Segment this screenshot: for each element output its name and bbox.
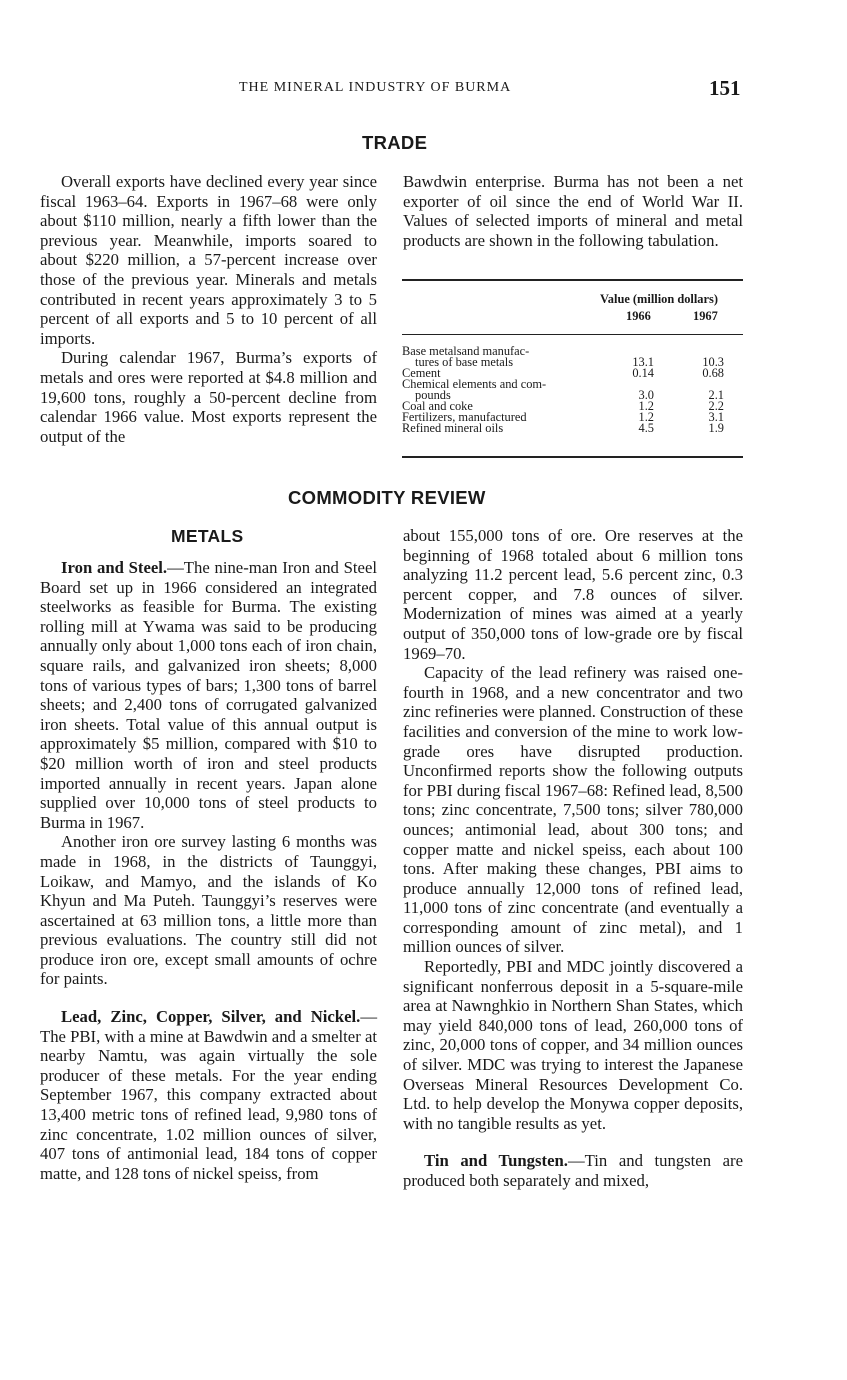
commodity-paragraph (403, 663, 743, 957)
paragraph-text: —The nine-man Iron and Steel Board set up in 1966 considered an integrated steelworks as feasible for Burma. The existing rolling mill at Ywama was said to be producing annually only about 1,000 tons each of iron chain, square rails, and galvanized iron sheets; 8,000 tons of various types of bars; 1,300 tons of barrel sheets; and 2,400 tons of corrugated galvanized iron sheets. Total value of this annual output is approximately $5 million, compared with $10 to $20 million worth of iron and steel products imported annually in recent years. Japan alone supplied over 10,000 tons of steel products to Burma in 1967. (40, 558, 377, 832)
commodity-paragraph (403, 526, 743, 663)
commodity-review-heading: COMMODITY REVIEW (288, 487, 486, 508)
paragraph-text: about 155,000 tons of ore. Ore reserves at the beginning of 1968 totaled about 6 million tons analyzing 11.2 percent lead, 5.6 percent zinc, 0.3 percent copper, and 7.8 ounces of silver. Modernization of mines was aimed at a yearly output of 350,000 tons of low-grade ore by fiscal 1969–70. (403, 526, 743, 663)
commodity-paragraph (40, 1007, 377, 1183)
paragraph-heading: Tin and Tungsten. (424, 1151, 568, 1171)
table-row-label: Base metalsand manufac- (402, 344, 530, 358)
paragraph-text: Another iron ore survey lasting 6 months was made in 1968, in the districts of Taunggyi, Loikaw, and Mamyo, and the islands of Ko Khyun and Ma Puteh. Taunggyi’s reserves were ascertained at 63 million tons, a little more than previous evaluations. The country still did not produce iron ore, except small amounts of ochre for paints. (40, 832, 377, 989)
table-cell-1967: 1.9 (708, 421, 724, 435)
table-cell-1967: 0.68 (702, 366, 724, 380)
table-value-header: Value (million dollars) (600, 292, 718, 306)
table-cell-1967: 2.2 (708, 399, 724, 413)
table-bottom-rule (402, 456, 743, 458)
table-row-label: Chemical elements and com- (402, 377, 547, 391)
table-cell-1966: 3.0 (638, 388, 654, 402)
table-row (402, 379, 743, 390)
table-cell-1966: 13.1 (632, 355, 654, 369)
trade-paragraph: Bawdwin enterprise. Burma has not been a net exporter of oil since the end of World War II. Values of selected imports of mineral and metal products are shown in the following tabulation. (403, 172, 743, 250)
table-row-label: tures of base metals (415, 355, 514, 369)
table-row-label: Coal and coke (402, 399, 473, 413)
paragraph-heading: Iron and Steel. (61, 558, 168, 577)
trade-left-column (40, 172, 377, 446)
table-header-rule (402, 334, 743, 335)
paragraph-heading: Lead, Zinc, Copper, Silver, and Nickel. (61, 1007, 361, 1027)
paragraph-text: —Tin and tungsten are produced both separately and mixed, (403, 1151, 744, 1190)
table-cell-1967: 2.1 (708, 388, 724, 402)
table-row-label: Cement (402, 366, 441, 380)
trade-paragraph: During calendar 1967, Burma’s exports of metals and ores were reported at $4.8 million and 19,600 tons, roughly a 50-percent decline from calendar 1966 value. Most exports represent the output of the (40, 348, 377, 446)
trade-heading: TRADE (362, 132, 428, 153)
table-row (402, 423, 743, 434)
commodity-left-column (40, 558, 377, 1183)
table-cell-1966: 0.14 (632, 366, 654, 380)
table-cell-1967: 10.3 (702, 355, 724, 369)
running-title: THE MINERAL INDUSTRY OF BURMA (239, 80, 512, 95)
table-year-1967: 1967 (693, 309, 718, 323)
table-cell-1966: 1.2 (638, 399, 654, 413)
table-row (402, 357, 743, 368)
table-row-label: pounds (415, 388, 451, 402)
table-row-label: Refined mineral oils (402, 421, 504, 435)
metals-heading: METALS (171, 526, 244, 546)
commodity-paragraph (40, 832, 377, 989)
paragraph-text: —The PBI, with a mine at Bawdwin and a smelter at nearby Namtu, was again virtually the sole producer of these metals. For the year ending September 1967, this company extracted about 13,400 metric tons of refined lead, 9,980 tons of zinc concentrate, 1.02 million ounces of silver, 407 tons of antimonial lead, 184 tons of copper matte, and 128 tons of nickel speiss, from (40, 1007, 377, 1183)
commodity-paragraph (40, 558, 377, 832)
commodity-paragraph (403, 957, 743, 1133)
commodity-paragraph (403, 1151, 743, 1190)
trade-right-column (403, 172, 743, 250)
table-row-label: Fertilizers, manufactured (402, 410, 527, 424)
page-number: 151 (709, 76, 741, 100)
trade-paragraph: Overall exports have declined every year since fiscal 1963–64. Exports in 1967–68 were only about $110 million, nearly a fifth lower than the previous year. Meanwhile, imports soared to about $220 million, a 57-percent increase over those of the previous year. Minerals and metals contributed in recent years approximately 3 to 5 percent of all exports and 5 to 10 percent of all imports. (40, 172, 377, 348)
commodity-right-column (403, 526, 743, 1191)
table-cell-1966: 4.5 (638, 421, 654, 435)
table-cell-1966: 1.2 (638, 410, 654, 424)
imports-table (402, 346, 743, 434)
table-top-rule (402, 279, 743, 281)
paragraph-text: Capacity of the lead refinery was raised one-fourth in 1968, and a new concentrator and two zinc refineries were planned. Construction of these facilities and conversion of the mine to work low-grade ores have disrupted production. Unconfirmed reports show the following outputs for PBI during fiscal 1967–68: Refined lead, 8,500 tons; zinc concentrate, 7,500 tons; silver 780,000 ounces; antimonial lead, about 300 tons; and copper matte and nickel speiss, each about 100 tons. After making these changes, PBI aims to produce annually 12,000 tons of refined lead, 11,000 tons of zinc concentrate (and eventually a corresponding amount of zinc metal), and 1 million ounces of silver. (403, 663, 743, 957)
table-year-1966: 1966 (626, 309, 651, 323)
table-cell-1967: 3.1 (708, 410, 724, 424)
paragraph-text: Reportedly, PBI and MDC jointly discovered a significant nonferrous deposit in a 5-square-mile area at Nawnghkio in Northern Shan States, which may yield 840,000 tons of lead, 260,000 tons of zinc, 20,000 tons of copper, and 34 million ounces of silver. MDC was trying to interest the Japanese Overseas Mineral Resources Development Co. Ltd. to help develop the Monywa copper deposits, with no tangible results as yet. (403, 957, 743, 1133)
